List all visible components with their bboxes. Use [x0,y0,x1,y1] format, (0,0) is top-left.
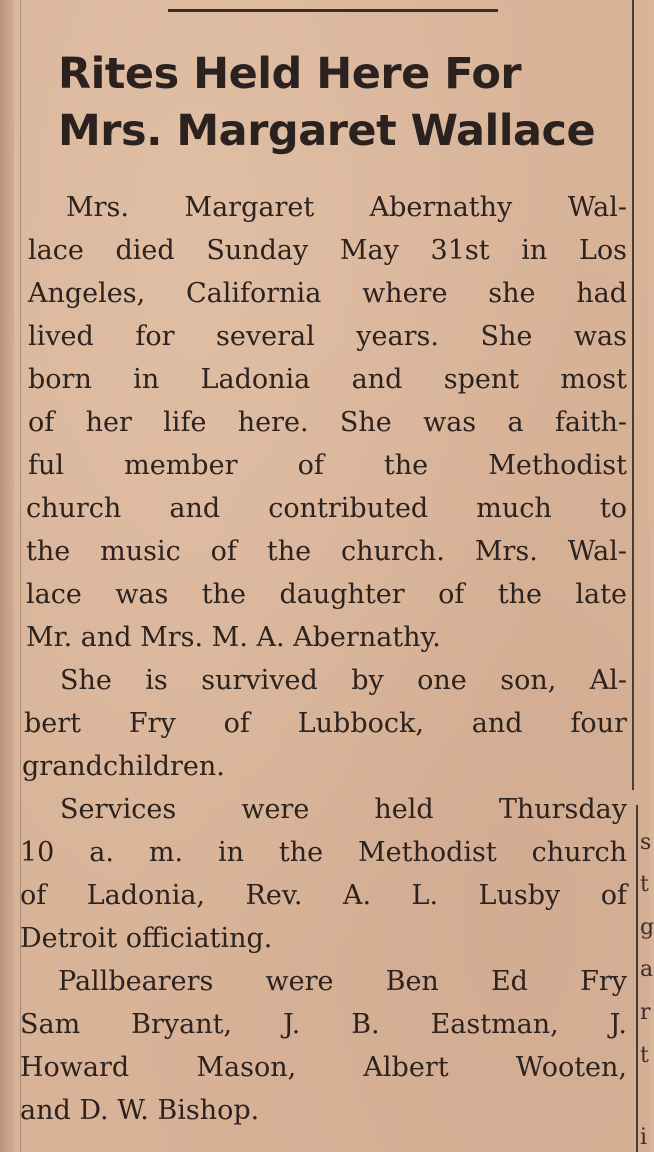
text-line: Angeles, California where she had [28,278,627,309]
text-line: born in Ladonia and spent most [28,364,627,395]
column-rule-right-lower [636,805,638,1152]
margin-fragment: i [640,1125,648,1150]
text-line: Services were held Thursday [60,794,627,825]
text-line: lace was the daughter of the late [26,579,627,610]
text-line: bert Fry of Lubbock, and four [24,708,627,739]
text-line: She is survived by one son, Al- [60,665,627,696]
paragraph [20,960,627,1132]
text-line: Mr. and Mrs. M. A. Abernathy. [26,622,441,653]
margin-fragment: g [640,915,654,940]
article-body [20,186,627,1132]
text-line: of her life here. She was a faith- [28,407,627,438]
margin-fragment: a [640,957,654,982]
text-line: ful member of the Methodist [28,450,627,481]
clipping-left-edge [0,0,14,1152]
text-line: Detroit officiating. [20,923,273,954]
text-line: grandchildren. [22,751,225,782]
text-line: Howard Mason, Albert Wooten, [20,1052,627,1083]
text-line: Sam Bryant, J. B. Eastman, J. [20,1009,627,1040]
headline [58,46,633,160]
margin-fragment: r [640,1000,651,1025]
headline-line-1: Rites Held Here For [58,49,522,99]
text-line: 10 a. m. in the Methodist church [20,837,627,868]
margin-fragment: t [640,1043,649,1068]
paragraph [20,788,627,960]
margin-fragment: t [640,872,649,897]
paragraph [20,659,627,788]
text-line: church and contributed much to [26,493,627,524]
text-line: of Ladonia, Rev. A. L. Lusby of [20,880,627,911]
text-line: Pallbearers were Ben Ed Fry [58,966,627,997]
paragraph [20,186,627,659]
text-line: Mrs. Margaret Abernathy Wal- [66,192,627,223]
text-line: lived for several years. She was [28,321,627,352]
top-rule [168,9,498,12]
text-line: the music of the church. Mrs. Wal- [26,536,627,567]
margin-fragment: s [640,830,652,855]
text-line: and D. W. Bishop. [20,1095,260,1126]
headline-line-2: Mrs. Margaret Wallace [58,106,596,156]
text-line: lace died Sunday May 31st in Los [28,235,627,266]
